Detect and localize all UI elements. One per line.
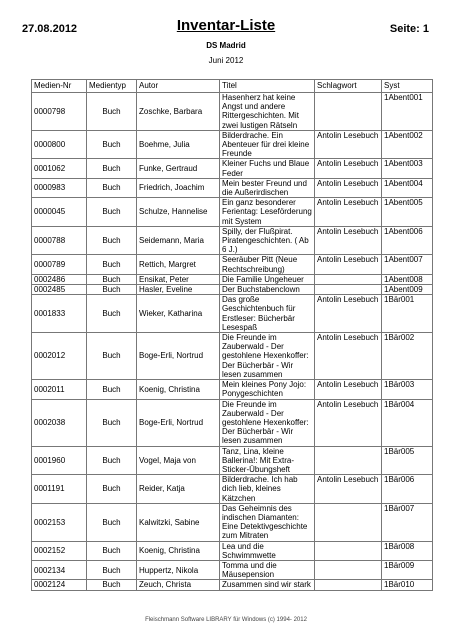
cell-autor: Boehme, Julia [137,130,220,159]
cell-schlagwort [315,580,382,590]
report-period: Juni 2012 [208,56,244,65]
cell-typ: Buch [87,503,137,541]
cell-schlagwort: Antolin Lesebuch [315,159,382,178]
cell-syst: 1Bär002 [382,333,433,380]
cell-titel: Das Geheimnis des indischen Diamanten: Eine Detektivgeschichte zum Mitraten [220,503,315,541]
cell-autor: Reider, Katja [137,475,220,504]
table-row [32,475,433,504]
cell-schlagwort: Antolin Lesebuch [315,380,382,399]
cell-syst: 1Abent001 [382,93,433,131]
table-row [32,198,433,227]
cell-titel: Bilderdrache. Ich hab dich lieb, kleines Kätzchen [220,475,315,504]
cell-schlagwort: Antolin Lesebuch [315,130,382,159]
column-header-nr: Medien-Nr [32,80,87,93]
table-row [32,93,433,131]
cell-syst: 1Bär003 [382,380,433,399]
cell-syst: 1Bär009 [382,560,433,579]
table-row [32,333,433,380]
table-row [32,380,433,399]
cell-nr: 0002038 [32,399,87,446]
cell-typ: Buch [87,295,137,333]
cell-typ: Buch [87,93,137,131]
cell-titel: Tomma und die Mäusepension [220,560,315,579]
column-header-syst: Syst [382,80,433,93]
cell-syst: 1Abent004 [382,178,433,197]
table-row [32,274,433,284]
cell-typ: Buch [87,226,137,255]
cell-typ: Buch [87,178,137,197]
table-row [32,503,433,541]
table-row [32,446,433,475]
cell-autor: Boge-Erli, Nortrud [137,333,220,380]
cell-typ: Buch [87,274,137,284]
cell-autor: Friedrich, Joachim [137,178,220,197]
cell-syst: 1Bär010 [382,580,433,590]
cell-schlagwort [315,274,382,284]
cell-titel: Die Familie Ungeheuer [220,274,315,284]
cell-typ: Buch [87,130,137,159]
cell-nr: 0002124 [32,580,87,590]
cell-nr: 0000788 [32,226,87,255]
cell-nr: 0001062 [32,159,87,178]
column-header-schlagwort: Schlagwort [315,80,382,93]
cell-autor: Boge-Erli, Nortrud [137,399,220,446]
cell-typ: Buch [87,446,137,475]
cell-schlagwort: Antolin Lesebuch [315,255,382,274]
cell-typ: Buch [87,541,137,560]
cell-nr: 0002134 [32,560,87,579]
cell-autor: Rettich, Margret [137,255,220,274]
cell-syst: 1Bär004 [382,399,433,446]
cell-schlagwort: Antolin Lesebuch [315,333,382,380]
cell-nr: 0000800 [32,130,87,159]
cell-autor: Zeuch, Christa [137,580,220,590]
cell-titel: Ein ganz besonderer Ferientag: Leseförderung mit System [220,198,315,227]
cell-autor: Vogel, Maja von [137,446,220,475]
table-row [32,226,433,255]
cell-schlagwort [315,560,382,579]
cell-syst: 1Bär007 [382,503,433,541]
cell-titel: Mein kleines Pony Jojo: Ponygeschichten [220,380,315,399]
cell-titel: Bilderdrache. Ein Abenteuer für drei kleine Freunde [220,130,315,159]
cell-autor: Zoschke, Barbara [137,93,220,131]
table-row [32,159,433,178]
cell-titel: Mein bester Freund und die Außerirdischen [220,178,315,197]
cell-nr: 0002152 [32,541,87,560]
table-row [32,541,433,560]
cell-nr: 0002485 [32,285,87,295]
cell-syst: 1Abent008 [382,274,433,284]
cell-syst: 1Abent007 [382,255,433,274]
cell-nr: 0000798 [32,93,87,131]
cell-schlagwort: Antolin Lesebuch [315,295,382,333]
cell-nr: 0000789 [32,255,87,274]
cell-autor: Koenig, Christina [137,380,220,399]
cell-schlagwort [315,446,382,475]
cell-autor: Seidemann, Maria [137,226,220,255]
cell-typ: Buch [87,333,137,380]
cell-titel: Die Freunde im Zauberwald - Der gestohlene Hexenkoffer: Der Bücherbär - Wir lesen zusammen [220,333,315,380]
cell-nr: 0002153 [32,503,87,541]
footer-note: Fleischmann Software LIBRARY für Windows (c) 1994- 2012 [145,617,307,623]
cell-syst: 1Bär006 [382,475,433,504]
cell-syst: 1Bär008 [382,541,433,560]
cell-schlagwort [315,285,382,295]
cell-schlagwort: Antolin Lesebuch [315,226,382,255]
table-row [32,560,433,579]
cell-nr: 0002486 [32,274,87,284]
cell-syst: 1Abent006 [382,226,433,255]
cell-schlagwort: Antolin Lesebuch [315,399,382,446]
cell-nr: 0000045 [32,198,87,227]
cell-titel: Die Freunde im Zauberwald - Der gestohlene Hexenkoffer: Der Bücherbär - Wir lesen zusammen [220,399,315,446]
cell-titel: Spilly, der Flußpirat. Piratengeschichten. ( Ab 6 J.) [220,226,315,255]
cell-nr: 0002012 [32,333,87,380]
print-date: 27.08.2012 [22,23,78,35]
cell-titel: Der Buchstabenclown [220,285,315,295]
cell-syst: 1Abent003 [382,159,433,178]
cell-nr: 0002011 [32,380,87,399]
cell-nr: 0001960 [32,446,87,475]
table-row [32,399,433,446]
table-row [32,130,433,159]
cell-schlagwort: Antolin Lesebuch [315,198,382,227]
cell-syst: 1Bär001 [382,295,433,333]
table-row [32,178,433,197]
table-row [32,255,433,274]
cell-autor: Huppertz, Nikola [137,560,220,579]
cell-nr: 0001191 [32,475,87,504]
cell-typ: Buch [87,198,137,227]
cell-autor: Koenig, Christina [137,541,220,560]
cell-schlagwort [315,93,382,131]
cell-typ: Buch [87,380,137,399]
cell-typ: Buch [87,159,137,178]
cell-titel: Tanz, Lina, kleine Ballerina!: Mit Extra-Sticker-Übungsheft [220,446,315,475]
column-header-titel: Titel [220,80,315,93]
cell-titel: Hasenherz hat keine Angst und andere Rittergeschichten. Mit zwei lustigen Rätseln [220,93,315,131]
cell-typ: Buch [87,255,137,274]
cell-titel: Lea und die Schwimmwette [220,541,315,560]
cell-typ: Buch [87,475,137,504]
cell-typ: Buch [87,560,137,579]
table-header-row [32,80,433,93]
cell-syst: 1Bär005 [382,446,433,475]
cell-titel: Seeräuber Pitt (Neue Rechtschreibung) [220,255,315,274]
organization: DS Madrid [206,41,246,50]
table-row [32,285,433,295]
cell-autor: Ensikat, Peter [137,274,220,284]
cell-autor: Hasler, Eveline [137,285,220,295]
cell-nr: 0000983 [32,178,87,197]
cell-nr: 0001833 [32,295,87,333]
cell-syst: 1Abent009 [382,285,433,295]
column-header-autor: Autor [137,80,220,93]
page-number: Seite: 1 [389,23,429,35]
cell-syst: 1Abent005 [382,198,433,227]
cell-autor: Kalwitzki, Sabine [137,503,220,541]
cell-titel: Zusammen sind wir stark [220,580,315,590]
table-row [32,295,433,333]
cell-syst: 1Abent002 [382,130,433,159]
cell-autor: Schulze, Hannelise [137,198,220,227]
cell-autor: Wieker, Katharina [137,295,220,333]
cell-schlagwort: Antolin Lesebuch [315,475,382,504]
cell-schlagwort [315,541,382,560]
document-title: Inventar-Liste [176,17,276,34]
cell-titel: Kleiner Fuchs und Blaue Feder [220,159,315,178]
cell-typ: Buch [87,399,137,446]
cell-titel: Das große Geschichtenbuch für Erstleser: Bücherbär Lesespaß [220,295,315,333]
table-row [32,580,433,590]
cell-autor: Funke, Gertraud [137,159,220,178]
inventory-table [31,79,433,591]
cell-schlagwort [315,503,382,541]
cell-typ: Buch [87,285,137,295]
cell-schlagwort: Antolin Lesebuch [315,178,382,197]
column-header-typ: Medientyp [87,80,137,93]
cell-typ: Buch [87,580,137,590]
